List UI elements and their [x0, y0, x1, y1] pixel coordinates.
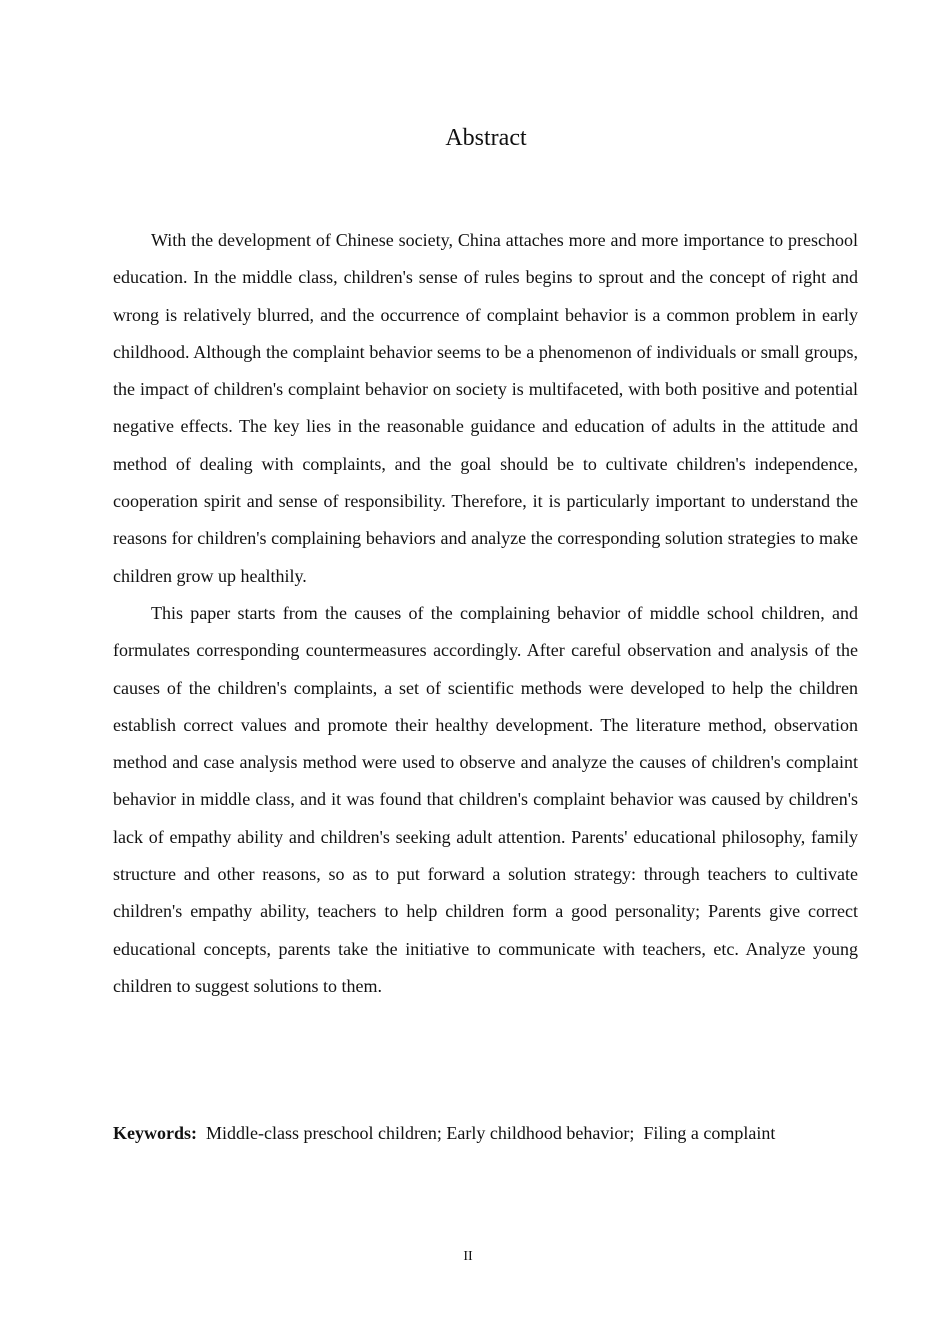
keywords-text: Middle-class preschool children; Early childhood behavior; Filing a complaint — [206, 1123, 776, 1143]
abstract-paragraph-2: This paper starts from the causes of the complaining behavior of middle school children, and formulates corresponding countermeasures accordingly. After careful observation and analysis of the causes of the children's complaints, a set of scientific methods were developed to help the children establish correct values and promote their healthy development. The literature method, observation method and case analysis method were used to observe and analyze the causes of children's complaint behavior in middle class, and it was found that children's complaint behavior was caused by children's lack of empathy ability and children's seeking adult attention. Parents' educational philosophy, family structure and other reasons, so as to put forward a solution strategy: through teachers to cultivate children's empathy ability, teachers to help children form a good personality; Parents give correct educational concepts, parents take the initiative to communicate with teachers, etc. Analyze young children to suggest solutions to them. — [113, 602, 858, 996]
keywords-line — [113, 1115, 858, 1151]
abstract-body — [113, 222, 858, 1005]
page-title: Abstract — [445, 125, 527, 151]
keywords-label: Keywords: — [113, 1123, 197, 1143]
abstract-paragraph-1: With the development of Chinese society, China attaches more and more importance to preschool education. In the middle class, children's sense of rules begins to sprout and the concept of right and wrong is relatively blurred, and the occurrence of complaint behavior is a common problem in early childhood. Although the complaint behavior seems to be a phenomenon of individuals or small groups, the impact of children's complaint behavior on society is multifaceted, with both positive and potential negative effects. The key lies in the reasonable guidance and education of adults in the attitude and method of dealing with complaints, and the goal should be to cultivate children's independence, cooperation spirit and sense of responsibility. Therefore, it is particularly important to understand the reasons for children's complaining behaviors and analyze the corresponding solution strategies to make children grow up healthily. — [113, 230, 858, 586]
page-number: II — [463, 1249, 473, 1264]
